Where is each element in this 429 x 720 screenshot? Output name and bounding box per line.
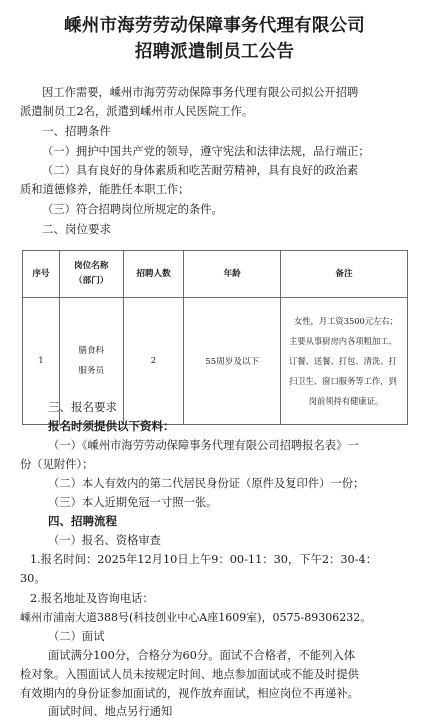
notice-title-line2: 招聘派遣制员工公告 — [134, 42, 295, 62]
header-note: 备注 — [280, 251, 407, 298]
section4-heading: 四、招聘流程 — [48, 514, 117, 528]
header-position-line2: （部门） — [74, 276, 109, 286]
cell-position-line2: 服务员 — [78, 366, 105, 376]
section4-address: 嵊州市浦南大道388号(科技创业中心A座1609室)，0575-89306232。 — [20, 611, 372, 624]
section4-interview-line3: 有效期内的身份证参加面试的，视作放弃面试，相应岗位不再递补。 — [20, 687, 359, 700]
note-line-4: 扫卫生、窗口服务等工作，到 — [288, 376, 397, 386]
section1-item3: （三）符合招聘岗位所规定的条件。 — [42, 203, 223, 216]
header-position-line1: 岗位名称 — [74, 261, 109, 271]
section3-item1-line1: （一）《嵊州市海劳劳动保障事务代理有限公司招聘报名表》一 — [48, 439, 359, 452]
header-age: 年龄 — [184, 251, 281, 298]
section4-interview-line2: 检对象。入围面试人员未按规定时间、地点参加面试或不能及时提供 — [20, 668, 359, 681]
intro-line1: 因工作需要，嵊州市海劳劳动保障事务代理有限公司拟公开招聘 — [42, 86, 359, 99]
section2-heading: 二、岗位要求 — [42, 222, 111, 236]
cell-count: 2 — [123, 298, 184, 425]
table-header-row — [23, 251, 408, 298]
section3-item2: （二）本人有效内的第二代居民身份证（原件及复印件）一份； — [48, 477, 365, 490]
section1-item1: （一）拥护中国共产党的领导，遵守宪法和法律法规，品行端正； — [42, 145, 370, 158]
header-position — [59, 251, 123, 298]
section1-item2-line2: 质和道德修养，能胜任本职工作； — [20, 183, 190, 196]
note-line-5: 岗前须持有健康证。 — [308, 396, 384, 406]
section3-item1-line2: 份（见附件）； — [20, 458, 94, 471]
note-line-1: 女性，月工资3500元左右； — [293, 316, 399, 326]
cell-no: 1 — [23, 298, 60, 425]
cell-position-line1: 膳食科 — [78, 346, 105, 356]
header-no: 序号 — [23, 251, 60, 298]
intro-line2: 派遣制员工2名，派遣到嵊州市人民医院工作。 — [20, 105, 254, 118]
section1-heading: 一、招聘条件 — [42, 124, 111, 138]
section3-sub: 报名时须提供以下资料： — [48, 419, 175, 433]
section4-step2: （二）面试 — [48, 630, 105, 643]
cell-age: 55周岁及以下 — [184, 298, 281, 425]
section4-interview-line1: 面试满分100分，合格分为60分。面试不合格者，不能列入体 — [48, 649, 356, 662]
note-line-3: 订餐、送餐、打包、清洗、打 — [288, 356, 397, 366]
section4-partial-line: 面试时间、地点另行通知 — [48, 705, 173, 718]
section4-step1: （一）报名、资格审查 — [48, 534, 161, 547]
section3-heading: 三、报名要求 — [48, 400, 117, 414]
section4-time-line2: 30。 — [20, 572, 46, 585]
section4-time-line1: 1.报名时间：2025年12月10日上午9：00-11：30，下午2：30-4： — [30, 553, 378, 566]
notice-title-line1: 嵊州市海劳劳动保障事务代理有限公司 — [64, 16, 365, 36]
note-line-2: 主要从事厨房内各项粗加工、 — [288, 336, 397, 346]
section3-item3: （三）本人近期免冠一寸照一张。 — [48, 496, 218, 509]
section1-item2-line1: （二）具有良好的身体素质和吃苦耐劳精神，具有良好的政治素 — [42, 164, 359, 177]
section4-address-label: 2.报名地址及咨询电话： — [30, 592, 154, 605]
header-count: 招聘人数 — [123, 251, 184, 298]
